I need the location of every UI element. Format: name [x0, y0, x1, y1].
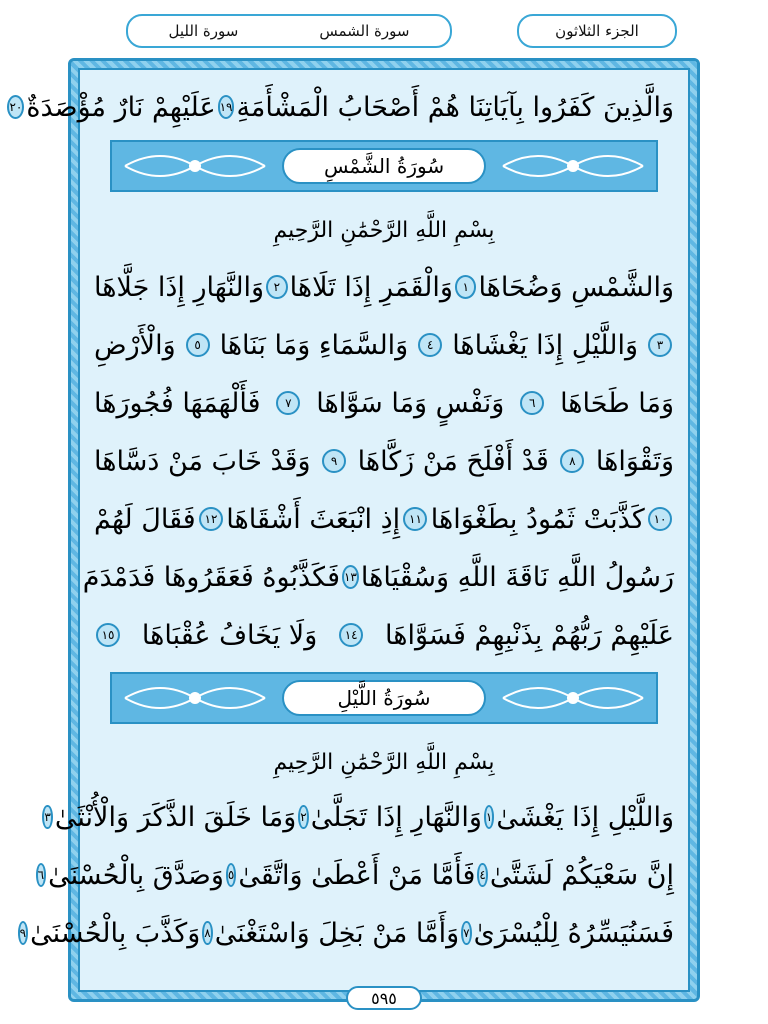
ornament-icon [498, 678, 648, 718]
text-line [82, 550, 674, 604]
juz-box [517, 14, 677, 48]
juz-name: الجزء الثلاثون [555, 22, 639, 40]
text-line [19, 906, 674, 960]
ayah-marker: ٦ [520, 391, 544, 415]
text-line [94, 434, 674, 488]
ayah-marker: ١١ [403, 507, 427, 531]
ayah-marker: ١ [455, 275, 477, 299]
bismillah: بِسْمِ اللَّهِ الرَّحْمَٰنِ الرَّحِيمِ [273, 217, 495, 243]
ayah-marker: ٥ [186, 333, 210, 357]
verse-text: وَالشَّمْسِ وَضُحَاهَا [478, 271, 674, 303]
ayah-marker: ١٤ [339, 623, 363, 647]
text-line [94, 608, 674, 662]
verse-text: وَالسَّمَاءِ وَمَا بَنَاهَا [219, 329, 409, 361]
verse-text: وَصَدَّقَ بِالْحُسْنَىٰ [48, 859, 224, 891]
ayah-marker: ٢ [266, 275, 288, 299]
verse-text: فَأَمَّا مَنْ أَعْطَىٰ وَاتَّقَىٰ [238, 859, 476, 891]
verse-text: فَكَذَّبُوهُ فَعَقَرُوهَا فَدَمْدَمَ [82, 561, 340, 593]
ayah-marker: ١ [484, 805, 494, 829]
verse-text: وَتَقْوَاهَا [595, 445, 674, 477]
surah-banner [110, 140, 658, 192]
verse-text: وَلَا يَخَافُ عُقْبَاهَا [141, 619, 318, 651]
ayah-marker: ١٢ [199, 507, 223, 531]
verse-text: إِذِ انْبَعَثَ أَشْقَاهَا [226, 503, 401, 535]
verse-text: وَنَفْسٍ وَمَا سَوَّاهَا [316, 387, 505, 419]
verse-text: وَاللَّيْلِ إِذَا يَغْشَاهَا [452, 329, 639, 361]
verse-text: فَقَالَ لَهُمْ [94, 503, 196, 535]
ayah-marker: ٣ [648, 333, 672, 357]
surah-names-box [126, 14, 452, 48]
verse-text: وَالْأَرْضِ [94, 329, 176, 361]
verse-text: كَذَّبَتْ ثَمُودُ بِطَغْوَاهَا [430, 503, 645, 535]
text-line [44, 790, 674, 844]
bismillah: بِسْمِ اللَّهِ الرَّحْمَٰنِ الرَّحِيمِ [273, 749, 495, 775]
ayah-marker: ٩ [18, 921, 28, 945]
verse-text: فَسَنُيَسِّرُهُ لِلْيُسْرَىٰ [473, 917, 674, 949]
text-line [94, 260, 674, 314]
ayah-marker: ٥ [226, 863, 236, 887]
text-line [94, 376, 674, 430]
ayah-marker: ٩ [322, 449, 346, 473]
verse-text: عَلَيْهِمْ رَبُّهُمْ بِذَنْبِهِمْ فَسَوَّاهَا [385, 619, 674, 651]
verse-text: وَكَذَّبَ بِالْحُسْنَىٰ [30, 917, 201, 949]
verse-text: وَالنَّهَارِ إِذَا تَجَلَّىٰ [310, 801, 482, 833]
verse-text: رَسُولُ اللَّهِ نَاقَةَ اللَّهِ وَسُقْيَاهَا [360, 561, 674, 593]
text-line [37, 848, 674, 902]
surah-name-layl: سورة الليل [168, 22, 239, 40]
page-header [0, 0, 768, 60]
text-line [94, 318, 674, 372]
verse-text: وَأَمَّا مَنْ بَخِلَ وَاسْتَغْنَىٰ [214, 917, 460, 949]
verse-text: وَاللَّيْلِ إِذَا يَغْشَىٰ [496, 801, 674, 833]
verse-text: وَالنَّهَارِ إِذَا جَلَّاهَا [94, 271, 265, 303]
surah-banner [110, 672, 658, 724]
page-number: ٥٩٥ [346, 986, 422, 1010]
verse-text: إِنَّ سَعْيَكُمْ لَشَتَّىٰ [489, 859, 674, 891]
quran-text [9, 74, 674, 988]
ayah-marker: ١٥ [96, 623, 120, 647]
text-line [9, 80, 674, 134]
ayah-marker: ١٠ [648, 507, 672, 531]
ayah-marker: ٧ [461, 921, 471, 945]
ayah-marker: ٤ [418, 333, 442, 357]
ayah-marker: ١٣ [342, 565, 359, 589]
verse-text: قَدْ أَفْلَحَ مَنْ زَكَّاهَا [357, 445, 549, 477]
ayah-marker: ٤ [477, 863, 487, 887]
ayah-marker: ١٩ [218, 95, 235, 119]
verse-text: عَلَيْهِمْ نَارٌ مُؤْصَدَةٌ [26, 91, 216, 123]
surah-title: سُورَةُ اللَّيْلِ [282, 680, 486, 716]
verse-text: وَقَدْ خَابَ مَنْ دَسَّاهَا [94, 445, 311, 477]
surah-name-shams: سورة الشمس [319, 22, 410, 40]
ayah-marker: ٢ [298, 805, 308, 829]
text-line [94, 492, 674, 546]
ayah-marker: ٦ [36, 863, 46, 887]
ornament-icon [120, 678, 270, 718]
ayah-marker: ٨ [202, 921, 212, 945]
surah-title: سُورَةُ الشَّمْسِ [282, 148, 486, 184]
ayah-marker: ٨ [560, 449, 584, 473]
verse-text: وَالَّذِينَ كَفَرُوا بِآيَاتِنَا هُمْ أَصْحَابُ الْمَشْأَمَةِ [236, 91, 674, 123]
verse-text: وَمَا خَلَقَ الذَّكَرَ وَالْأُنْثَىٰ [54, 801, 297, 833]
verse-text: وَمَا طَحَاهَا [560, 387, 674, 419]
ayah-marker: ٢٠ [7, 95, 24, 119]
ornament-icon [498, 146, 648, 186]
verse-text: وَالْقَمَرِ إِذَا تَلَاهَا [289, 271, 453, 303]
verse-text: فَأَلْهَمَهَا فُجُورَهَا [94, 387, 261, 419]
ayah-marker: ٣ [42, 805, 52, 829]
ayah-marker: ٧ [276, 391, 300, 415]
ornament-icon [120, 146, 270, 186]
